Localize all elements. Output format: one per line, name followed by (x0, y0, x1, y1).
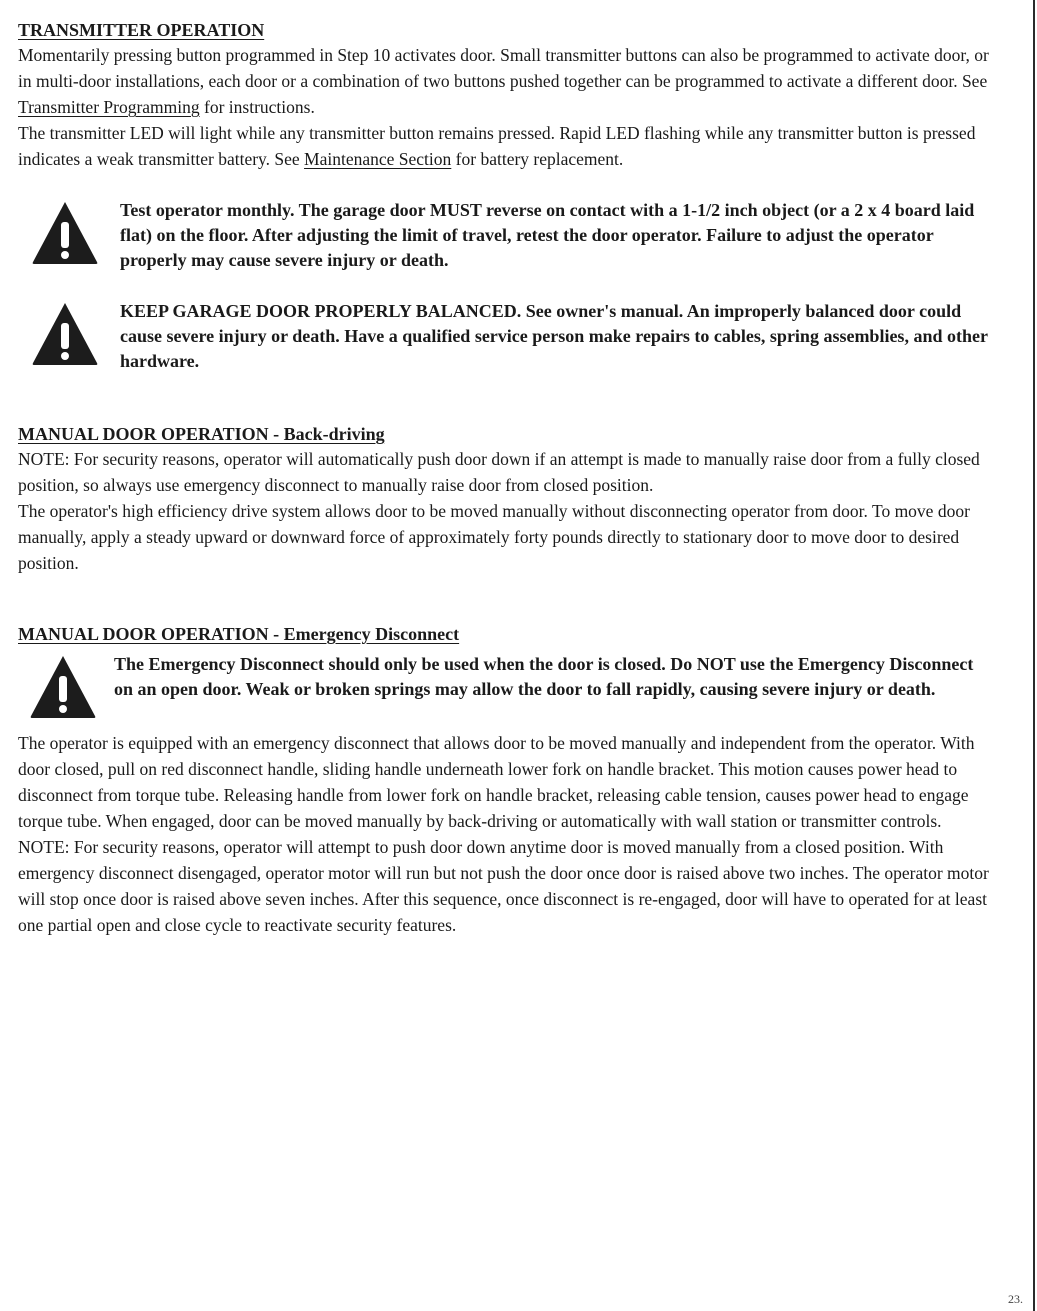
transmitter-paragraph-1 (18, 42, 993, 120)
warning-door-balanced-text: KEEP GARAGE DOOR PROPERLY BALANCED. See owner's manual. An improperly balanced door could cause severe injury or death. Have a qualified service person make repairs to cables, spring assemblies, and other hardware. (120, 301, 988, 371)
maintenance-section-link[interactable]: Maintenance Section (304, 149, 452, 169)
warning-triangle-icon (30, 198, 100, 268)
warning-triangle-icon (28, 652, 98, 722)
transmitter-p1-text: Momentarily pressing button programmed in Step 10 activates door. Small transmitter buttons can also be programmed to activate door, or in multi-door installations, each door or a combination of two buttons pushed together can be programmed to activate a different door. See (18, 45, 989, 91)
transmitter-p1-tail: for instructions. (199, 97, 315, 117)
transmitter-paragraph-2 (18, 120, 993, 172)
warning-test-monthly-text: Test operator monthly. The garage door MUST reverse on contact with a 1-1/2 inch object (or a 2 x 4 board laid flat) on the floor. After adjusting the limit of travel, retest the door operator. Failure to adjust the operator properly may cause severe injury or death. (120, 200, 975, 270)
backdriving-section (18, 422, 993, 576)
transmitter-operation-section (18, 18, 993, 374)
page-number: 23. (1008, 1292, 1023, 1306)
transmitter-p2-tail: for battery replacement. (451, 149, 624, 169)
transmitter-programming-link[interactable]: Transmitter Programming (18, 97, 200, 117)
document-body (18, 18, 993, 938)
warning-door-balanced (30, 299, 993, 374)
emergency-paragraph-1: The operator is equipped with an emergency disconnect that allows door to be moved manually and independent from the operator. With door closed, pull on red disconnect handle, sliding handle underneath lower fork on handle bracket. This motion causes power head to disconnect from torque tube. Releasing handle from lower fork on handle bracket, releasing cable tension, causes power head to engage torque tube. When engaged, door can be moved manually by back-driving or automatically with wall station or transmitter controls. (18, 733, 975, 831)
emergency-paragraph-2: NOTE: For security reasons, operator will attempt to push door down anytime door is moved manually from a closed position. With emergency disconnect disengaged, operator motor will run but not push the door once door is raised above two inches. The operator motor will stop once door is raised above seven inches. After this sequence, once disconnect is re-engaged, door will have to operated for at least one partial open and close cycle to reactivate security features. (18, 837, 989, 935)
backdriving-heading: MANUAL DOOR OPERATION - Back-driving (18, 424, 385, 444)
page-right-border (1033, 0, 1035, 1311)
backdriving-paragraph-2: The operator's high efficiency drive system allows door to be moved manually without disconnecting operator from door. To move door manually, apply a steady upward or downward force of approximately forty pounds directly to stationary door to move door to desired position. (18, 501, 970, 573)
transmitter-p2-text: The transmitter LED will light while any transmitter button remains pressed. Rapid LED flashing while any transmitter button is pressed indicates a weak transmitter battery. See (18, 123, 976, 169)
backdriving-paragraph-1: NOTE: For security reasons, operator will automatically push door down if an attempt is made to manually raise door from a fully closed position, so always use emergency disconnect to manually raise door from closed position. (18, 449, 980, 495)
warning-emergency-disconnect-text: The Emergency Disconnect should only be used when the door is closed. Do NOT use the Emergency Disconnect on an open door. Weak or broken springs may allow the door to fall rapidly, causing severe injury or death. (114, 654, 974, 699)
emergency-disconnect-heading: MANUAL DOOR OPERATION - Emergency Disconnect (18, 624, 460, 644)
warning-test-monthly (30, 198, 993, 273)
warning-triangle-icon (30, 299, 100, 369)
warning-emergency-disconnect (28, 652, 993, 722)
transmitter-operation-heading: TRANSMITTER OPERATION (18, 20, 265, 40)
emergency-disconnect-section (18, 622, 993, 938)
